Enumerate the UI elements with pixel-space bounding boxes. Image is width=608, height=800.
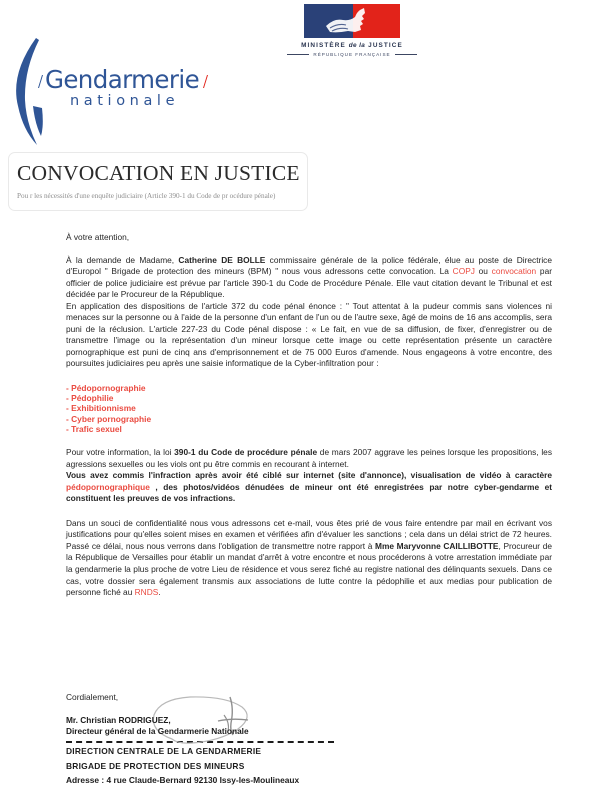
paragraph-2: En application des dispositions de l'article 372 du code pénal énonce : " Tout attentat à la pudeur commis sans violences ni menaces sur la personne ou à l'aide de la personne d'un enfant de l'un ou de l'autre sexe, âgé de moins de 16 ans accomplis, sera puni de la réclusion. L'article 227-23 du Code pénal dispose : « Le fait, en vue de sa diffusion, de fixer, d'enregistrer ou de transmettre l'image ou la représentation d'un mineur lorsque cette image ou cette représentation présente un caractère pornographique est puni de cinq ans d'emprisonnement et de 75 000 Euros d'amende. Nous engageons à votre encontre, des poursuites judiciaires peu après une saisie informatique de la Cyber-infiltration pour :: [66, 300, 552, 369]
gendarmerie-wordmark: [40, 65, 206, 109]
signature-greeting: Cordialement,: [66, 692, 119, 702]
p5-text-3: .: [158, 587, 161, 598]
p4-bold-1: Vous avez commis l'infraction après avoir été ciblé sur internet (site d'annonce), visualisation de vidéo à caractère: [66, 470, 552, 481]
signature-block: [66, 692, 486, 787]
org-line-direction: DIRECTION CENTRALE DE LA GENDARMERIE: [66, 746, 262, 757]
spacer: [66, 434, 552, 447]
list-item: - Pédopornographie: [66, 383, 146, 394]
ministry-subtitle-text: RÉPUBLIQUE FRANÇAISE: [313, 51, 391, 57]
org-line-brigade: BRIGADE DE PROTECTION DES MINEURS: [66, 760, 245, 771]
gendarmerie-red-shape: [203, 75, 208, 88]
list-item: - Pédophilie: [66, 393, 114, 404]
p1-text-3: ou: [474, 266, 492, 277]
page-subtitle: Pou r les nécessités d'une enquête judiciaire (Article 390-1 du Code de pr océdure pénale): [17, 192, 276, 200]
p5-red-rnds: RNDS: [134, 587, 159, 598]
ministry-title-main: MINISTÈRE: [301, 42, 346, 49]
spacer: [66, 370, 552, 383]
list-item: - Trafic sexuel: [66, 423, 122, 434]
p1-text-4: par officier de police judiciaire est prévue par l'article 390-1 du Code de Procédure Pénale. Elle vaut citation devant le Tribunal et est décidée par le Procureur de la République.: [66, 266, 552, 300]
paragraph-3: [66, 447, 552, 470]
p3-bold-law: 390-1 du Code de procédure pénale: [174, 447, 318, 458]
signatory-details: [66, 715, 486, 737]
divider: [66, 741, 334, 743]
p1-red-copj: COPJ: [452, 266, 475, 277]
p3-text-1: Pour votre information, la loi: [66, 447, 175, 458]
paragraph-5: [66, 518, 552, 599]
gendarmerie-nationale-word: nationale: [70, 93, 180, 109]
p1-text-2: commissaire générale de la police fédérale, élue au poste de Directrice d'Europol " Brigade de protection des mineurs (BPM) " nous vous adressons cette convocation. La: [66, 254, 552, 277]
document-body: [66, 232, 552, 599]
org-line-address: Adresse : 4 rue Claude-Bernard 92130 Issy-les-Moulineaux: [66, 775, 300, 786]
list-item: - Cyber pornographie: [66, 413, 152, 424]
p1-red-convocation: convocation: [491, 266, 537, 277]
p4-bold-2: , des photos/vidéos dénudées de mineur ont été enregistrées par notre cyber-gendarme et constituent les preuves de vos infractions.: [66, 481, 552, 504]
ministry-title-italic: de la: [348, 42, 366, 49]
document-title-card: [8, 152, 308, 211]
spacer: [66, 505, 552, 518]
list-item: - Exhibitionnisme: [66, 403, 136, 414]
ministry-title-end: JUSTICE: [368, 42, 403, 49]
paragraph-1: [66, 255, 552, 301]
salutation: À votre attention,: [66, 232, 130, 242]
gendarmerie-nationale-logo: [6, 38, 206, 146]
paragraph-4: [66, 470, 552, 505]
p1-bold-name: Catherine DE BOLLE: [178, 254, 266, 265]
spacer: [66, 244, 552, 255]
document-header: [0, 0, 608, 148]
signatory-name: Mr. Christian RODRIGUEZ,: [66, 715, 171, 725]
french-flag-marianne-emblem: [304, 4, 400, 38]
p5-text-2: , Procureur de la République de Versailles pour établir un mandat d'arrêt à votre encontre et nous procéderons à votre arrestation immédiate par la gendarmerie la plus proche de votre Lieu de résidence et vous serez fiché au registre national des délinquants sexuels. Dans ce cas, votre dossier sera également transmis aux associations de lutte contre la pédophilie et aux medias pour publication de personne fiché au: [66, 540, 552, 598]
rule-left: [287, 54, 309, 55]
ministry-subtitle: [272, 52, 432, 57]
ministry-title: [272, 42, 432, 49]
page-title: CONVOCATION EN JUSTICE: [17, 161, 300, 185]
gendarmerie-word: Gendarmerie: [44, 65, 200, 94]
ministry-of-justice-logo: [272, 4, 432, 57]
signatory-role: Directeur général de la Gendarmerie Nationale: [66, 726, 249, 737]
p3-text-2: de mars 2007 aggrave les peines lorsque les propositions, les agressions sexuelles ou les viols ont pu être commis en recourant à internet.: [66, 447, 552, 469]
p5-text-1: Dans un souci de confidentialité nous vous adressons cet e-mail, vous êtes prié de vous faire entendre par mail en écrivant vos justifications pour qu'elles soient mises en examen et vérifiées afin d'évaluer les sanctions ; cela dans un délai strict de 72 heures. Passé ce délai, nous nous verrons dans l'obligation de transmettre notre rapport à: [66, 517, 552, 551]
marianne-profile-icon: [324, 6, 380, 36]
p5-bold-prosecutor: Mme Maryvonne CAILLIBOTTE: [375, 540, 499, 551]
p4-red-term: pédopornographique: [66, 481, 150, 492]
rule-right: [395, 54, 417, 55]
offence-list: [66, 383, 552, 434]
p1-text-1: À la demande de Madame,: [66, 254, 179, 265]
